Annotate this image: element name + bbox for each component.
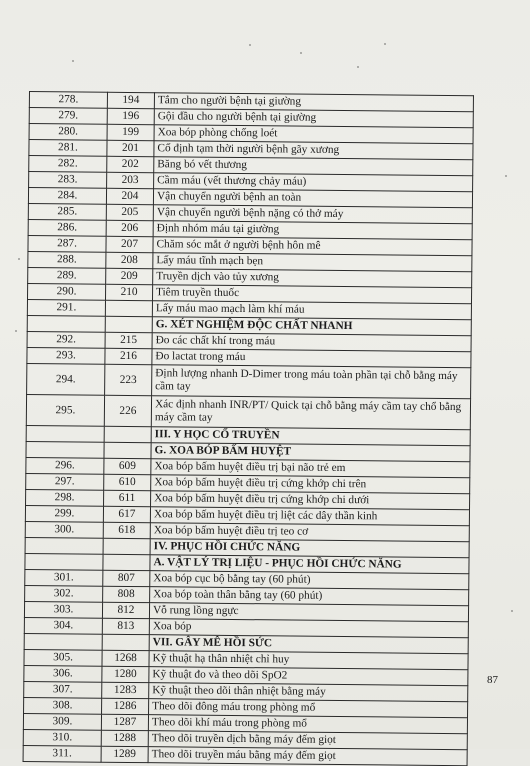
procedure-name-cell: Xoa bóp bấm huyệt điều trị bại não trẻ em — [151, 459, 470, 478]
row-number-cell: 304. — [24, 617, 102, 634]
row-number-cell: 281. — [29, 140, 107, 157]
row-number-cell: 296. — [26, 457, 104, 474]
row-number-cell: 303. — [24, 601, 102, 618]
procedure-name-cell: Tắm cho người bệnh tại giường — [154, 93, 473, 112]
row-number-cell: 288. — [28, 251, 106, 268]
code-cell: 201 — [107, 140, 154, 156]
procedure-name-cell: Xoa bóp bấm huyệt điều trị cứng khớp chi dưới — [151, 491, 470, 510]
procedure-name-cell: Kỹ thuật theo dõi thân nhiệt bằng máy — [149, 683, 468, 702]
row-number-cell: 286. — [28, 219, 106, 236]
row-number-cell: 284. — [28, 188, 106, 205]
procedure-name-cell: Vỗ rung lồng ngực — [149, 603, 468, 622]
code-cell: 208 — [106, 252, 153, 268]
code-cell: 611 — [104, 490, 151, 506]
row-number-cell: 311. — [23, 745, 101, 762]
row-number-cell: 282. — [29, 156, 107, 173]
row-number-cell: 279. — [29, 108, 107, 125]
scan-speck — [18, 258, 20, 260]
code-cell — [103, 554, 150, 570]
code-cell — [102, 634, 149, 650]
code-cell: 204 — [106, 188, 153, 204]
code-cell: 807 — [103, 570, 150, 586]
code-cell: 1287 — [101, 714, 148, 730]
code-cell: 813 — [102, 618, 149, 634]
procedure-name-cell: Theo dõi truyền máu bằng máy đếm giọt — [148, 747, 467, 766]
row-number-cell: 285. — [28, 203, 106, 220]
procedure-name-cell: Lấy máu tĩnh mạch bẹn — [153, 253, 472, 272]
row-number-cell: 300. — [25, 521, 103, 538]
procedure-name-cell: Vận chuyển người bệnh an toàn — [153, 189, 472, 208]
row-number-cell: 283. — [29, 172, 107, 189]
code-cell: 215 — [105, 332, 152, 348]
code-cell: 226 — [104, 395, 151, 426]
row-number-cell: 294. — [27, 363, 105, 395]
code-cell: 205 — [106, 204, 153, 220]
row-number-cell: 290. — [27, 283, 105, 300]
code-cell: 209 — [106, 268, 153, 284]
procedure-name-cell: Đo lactat trong máu — [152, 349, 471, 368]
row-number-cell: 287. — [28, 235, 106, 252]
procedure-name-cell: III. Y HỌC CỔ TRUYỀN — [151, 427, 470, 446]
code-cell: 196 — [107, 108, 154, 124]
procedure-name-cell: Cố định tạm thời người bệnh gãy xương — [154, 141, 473, 160]
code-cell: 1283 — [102, 682, 149, 698]
code-cell: 1268 — [102, 650, 149, 666]
procedure-name-cell: IV. PHỤC HỒI CHỨC NĂNG — [150, 539, 469, 558]
row-number-cell: 293. — [27, 347, 105, 364]
row-number-cell: 307. — [24, 681, 102, 698]
row-number-cell: 289. — [28, 267, 106, 284]
code-cell: 216 — [105, 348, 152, 364]
procedure-name-cell: Truyền dịch vào tủy xương — [153, 269, 472, 288]
procedure-name-cell: G. XOA BÓP BẤM HUYỆT — [151, 443, 470, 462]
procedure-name-cell: Xoa bóp phòng chống loét — [154, 125, 473, 144]
scan-speck — [249, 44, 251, 46]
code-cell — [105, 316, 152, 332]
row-number-cell: 280. — [29, 124, 107, 141]
scan-speck — [15, 330, 17, 332]
code-cell: 210 — [105, 284, 152, 300]
row-number-cell: 295. — [26, 394, 104, 426]
scan-speck — [357, 66, 359, 68]
procedure-name-cell: Vận chuyển người bệnh nặng có thở máy — [153, 205, 472, 224]
code-cell: 617 — [103, 506, 150, 522]
row-number-cell: 306. — [24, 665, 102, 682]
procedure-table — [23, 91, 474, 766]
procedure-name-cell: Định nhóm máu tại giường — [153, 221, 472, 240]
procedure-name-cell: Tiêm truyền thuốc — [152, 285, 471, 304]
row-number-cell: 308. — [24, 697, 102, 714]
row-number-cell: 310. — [23, 729, 101, 746]
row-number-cell: 291. — [27, 299, 105, 316]
code-cell: 194 — [107, 92, 154, 108]
procedure-name-cell: Cầm máu (vết thương chảy máu) — [154, 173, 473, 192]
row-number-cell: 299. — [25, 505, 103, 522]
procedure-name-cell: Gội đầu cho người bệnh tại giường — [154, 109, 473, 128]
scan-speck — [511, 610, 513, 612]
procedure-name-cell: Định lượng nhanh D-Dimer trong máu toàn phần tại chỗ bằng máy cầm tay — [152, 365, 471, 399]
code-cell: 609 — [104, 458, 151, 474]
procedure-name-cell: Băng bó vết thương — [154, 157, 473, 176]
procedure-name-cell: Chăm sóc mắt ở người bệnh hôn mê — [153, 237, 472, 256]
procedure-name-cell: Đo các chất khí trong máu — [152, 333, 471, 352]
scan-speck — [300, 52, 302, 54]
procedure-name-cell: Kỹ thuật hạ thân nhiệt chỉ huy — [149, 651, 468, 670]
code-cell: 1289 — [101, 746, 148, 762]
row-number-cell — [25, 537, 103, 554]
code-cell: 203 — [107, 172, 154, 188]
code-cell: 1280 — [102, 666, 149, 682]
table-row — [26, 394, 470, 429]
row-number-cell — [26, 441, 104, 458]
page-number: 87 — [487, 674, 498, 686]
row-number-cell: 298. — [26, 489, 104, 506]
procedure-table-body — [23, 92, 473, 766]
code-cell: 207 — [106, 236, 153, 252]
code-cell: 202 — [107, 156, 154, 172]
code-cell — [104, 426, 151, 442]
code-cell: 610 — [104, 474, 151, 490]
code-cell — [104, 442, 151, 458]
procedure-name-cell: Xoa bóp toàn thân bằng tay (60 phút) — [150, 587, 469, 606]
procedure-name-cell: Xoa bóp cục bộ bằng tay (60 phút) — [150, 571, 469, 590]
procedure-name-cell: Xoa bóp bấm huyệt điều trị liệt các dây thần kinh — [150, 507, 469, 526]
row-number-cell — [26, 425, 104, 442]
procedure-name-cell: Xoa bóp bấm huyệt điều trị teo cơ — [150, 523, 469, 542]
procedure-name-cell: VII. GÂY MÊ HỒI SỨC — [149, 635, 468, 654]
code-cell: 618 — [103, 522, 150, 538]
code-cell: 206 — [106, 220, 153, 236]
scan-speck — [384, 43, 386, 45]
row-number-cell — [27, 315, 105, 332]
procedure-name-cell: Theo dõi đông máu trong phòng mổ — [149, 699, 468, 718]
procedure-name-cell: Theo dõi khí máu trong phòng mổ — [148, 715, 467, 734]
procedure-name-cell: Kỹ thuật đo và theo dõi SpO2 — [149, 667, 468, 686]
code-cell — [105, 300, 152, 316]
code-cell: 199 — [107, 124, 154, 140]
code-cell: 223 — [105, 364, 152, 395]
row-number-cell: 309. — [23, 713, 101, 730]
scan-speck — [72, 60, 74, 62]
row-number-cell: 301. — [25, 569, 103, 586]
code-cell — [103, 538, 150, 554]
code-cell: 812 — [102, 602, 149, 618]
row-number-cell — [24, 633, 102, 650]
procedure-name-cell: A. VẬT LÝ TRỊ LIỆU - PHỤC HỒI CHỨC NĂNG — [150, 555, 469, 574]
table-row — [27, 363, 471, 398]
row-number-cell: 278. — [29, 92, 107, 109]
scan-speck — [505, 175, 507, 177]
procedure-name-cell: Lấy máu mao mạch làm khí máu — [152, 301, 471, 320]
row-number-cell: 302. — [25, 585, 103, 602]
procedure-name-cell: Xoa bóp — [149, 619, 468, 638]
code-cell: 1286 — [102, 698, 149, 714]
row-number-cell: 297. — [26, 473, 104, 490]
procedure-name-cell: Theo dõi truyền dịch bằng máy đếm giọt — [148, 731, 467, 750]
procedure-name-cell: G. XÉT NGHIỆM ĐỘC CHẤT NHANH — [152, 317, 471, 336]
procedure-name-cell: Xoa bóp bấm huyệt điều trị cứng khớp chi trên — [151, 475, 470, 494]
row-number-cell — [25, 553, 103, 570]
procedure-name-cell: Xác định nhanh INR/PT/ Quick tại chỗ bằng máy cầm tay chổ bằng máy cầm tay — [151, 396, 470, 430]
code-cell: 808 — [103, 586, 150, 602]
code-cell: 1288 — [101, 730, 148, 746]
row-number-cell: 292. — [27, 331, 105, 348]
row-number-cell: 305. — [24, 649, 102, 666]
